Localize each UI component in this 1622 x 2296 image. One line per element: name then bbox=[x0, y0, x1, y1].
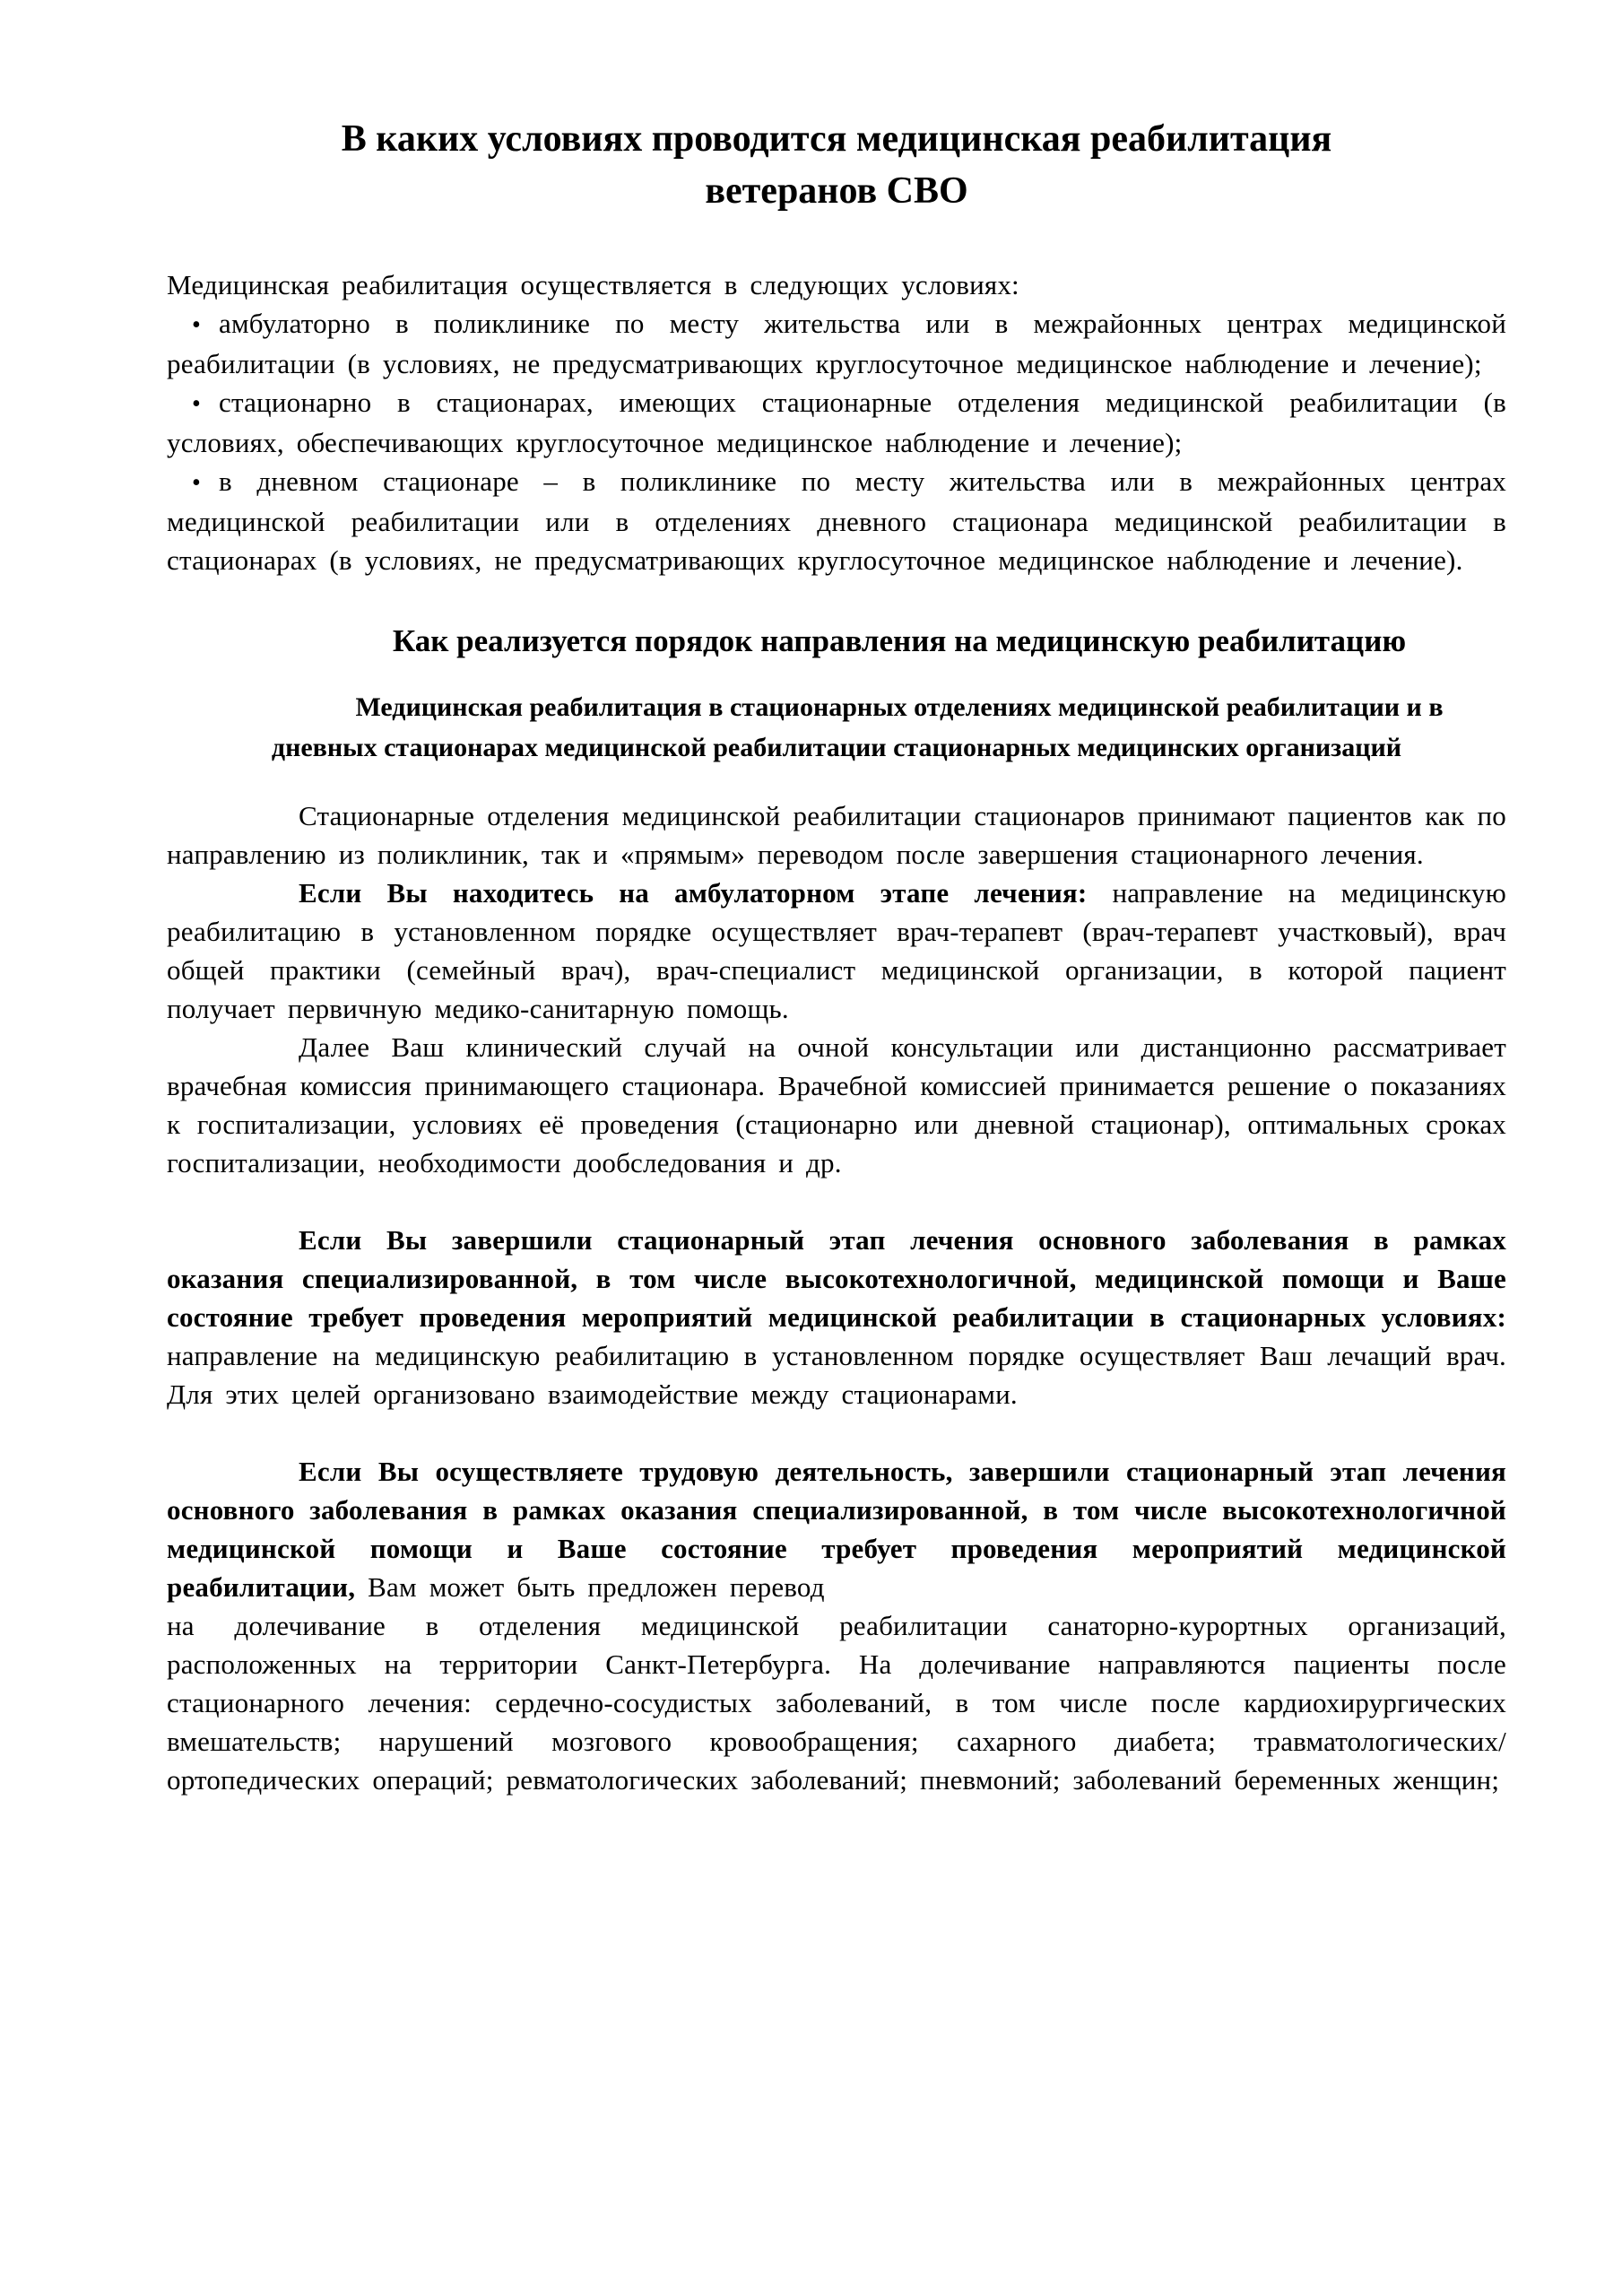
text-run-bold: Как реализуется порядок направления на медицинскую реабилитацию bbox=[392, 623, 1407, 658]
bullet-marker-icon: • bbox=[192, 469, 202, 497]
bullet-item bbox=[167, 304, 1506, 383]
bullet-item bbox=[167, 383, 1506, 462]
bullet-marker-icon: • bbox=[192, 390, 202, 418]
page-title: В каких условиях проводится медицинская реабилитация ветеранов СВО bbox=[341, 118, 1332, 212]
bullet-marker-icon: • bbox=[192, 311, 202, 339]
body-paragraph bbox=[167, 1028, 1506, 1182]
text-run: амбулаторно в поликлинике по месту жительства или в межрайонных центрах медицинской реабилитации (в условиях, не предусматривающих круглосуточное медицинское наблюдение и лечение); bbox=[167, 308, 1506, 379]
body-paragraph bbox=[167, 796, 1506, 874]
paragraph-spacer bbox=[167, 1182, 1506, 1221]
text-run: в дневном стационаре – в поликлинике по месту жительства или в межрайонных центрах медицинской реабилитации или в отделениях дневного стационара медицинской реабилитации в стационарах (в условиях, не предусматривающих круглосуточное медицинское наблюдение и лечение). bbox=[167, 465, 1506, 576]
bullet-item bbox=[167, 462, 1506, 579]
text-run: Медицинская реабилитация осуществляется в следующих условиях: bbox=[167, 269, 1019, 300]
text-run-bold: Медицинская реабилитация в стационарных отделениях медицинской реабилитации и в дневных стационарах медицинской реабилитации стационарных медицинских организаций bbox=[271, 692, 1444, 762]
section-heading bbox=[167, 619, 1506, 664]
text-run: Вам может быть предложен перевод bbox=[355, 1571, 825, 1603]
sub-heading bbox=[209, 687, 1464, 768]
text-run: Стационарные отделения медицинской реабилитации стационаров принимают пациентов как по направлению из поликлиник, так и «прямым» переводом после завершения стационарного лечения. bbox=[167, 800, 1506, 870]
text-run-bold: Если Вы осуществляете трудовую деятельность, завершили стационарный этап лечения основного заболевания в рамках оказания специализированной, в том числе высокотехнологичной медицинской помощи и Ваше состояние требует проведения мероприятий медицинской реабилитации, bbox=[167, 1456, 1506, 1603]
paragraph-spacer bbox=[167, 1413, 1506, 1452]
text-run-bold: Если Вы завершили стационарный этап лечения основного заболевания в рамках оказания специализированной, в том числе высокотехнологичной, медицинской помощи и Ваше состояние требует проведения мероприятий медицинской реабилитации в стационарных условиях: bbox=[167, 1224, 1506, 1333]
body-paragraph bbox=[167, 265, 1506, 304]
text-run-bold: Если Вы находитесь на амбулаторном этапе лечения: bbox=[299, 877, 1088, 909]
body-paragraph bbox=[167, 874, 1506, 1028]
body-paragraph bbox=[167, 1221, 1506, 1413]
text-run: направление на медицинскую реабилитацию в установленном порядке осуществляет врач-терапевт (врач-терапевт участковый), врач общей практики (семейный врач), врач-специалист медицинской организации, в которой пациент получает первичную медико-санитарную помощь. bbox=[167, 877, 1506, 1024]
document-body bbox=[167, 265, 1506, 1799]
text-run: Далее Ваш клинический случай на очной консультации или дистанционно рассматривает врачебная комиссия принимающего стационара. Врачебной комиссией принимается решение о показаниях к госпитализации, условиях её проведения (стационарно или дневной стационар), оптимальных сроках госпитализации, необходимости дообследования и др. bbox=[167, 1031, 1506, 1178]
body-paragraph bbox=[167, 1452, 1506, 1799]
text-run: направление на медицинскую реабилитацию в установленном порядке осуществляет Ваш лечащий врач. Для этих целей организовано взаимодействие между стационарами. bbox=[167, 1340, 1506, 1410]
text-run: стационарно в стационарах, имеющих стационарные отделения медицинской реабилитации (в условиях, обеспечивающих круглосуточное медицинское наблюдение и лечение); bbox=[167, 387, 1506, 458]
text-run: на долечивание в отделения медицинской реабилитации санаторно-курортных организаций, расположенных на территории Санкт-Петербурга. На долечивание направляются пациенты после стационарного лечения: сердечно-сосудистых заболеваний, в том числе после кардиохирургических вмешательств; нарушений мозгового кровообращения; сахарного диабета; травматологических/ортопедических операций; ревматологических заболеваний; пневмоний; заболеваний беременных женщин; bbox=[167, 1610, 1506, 1796]
